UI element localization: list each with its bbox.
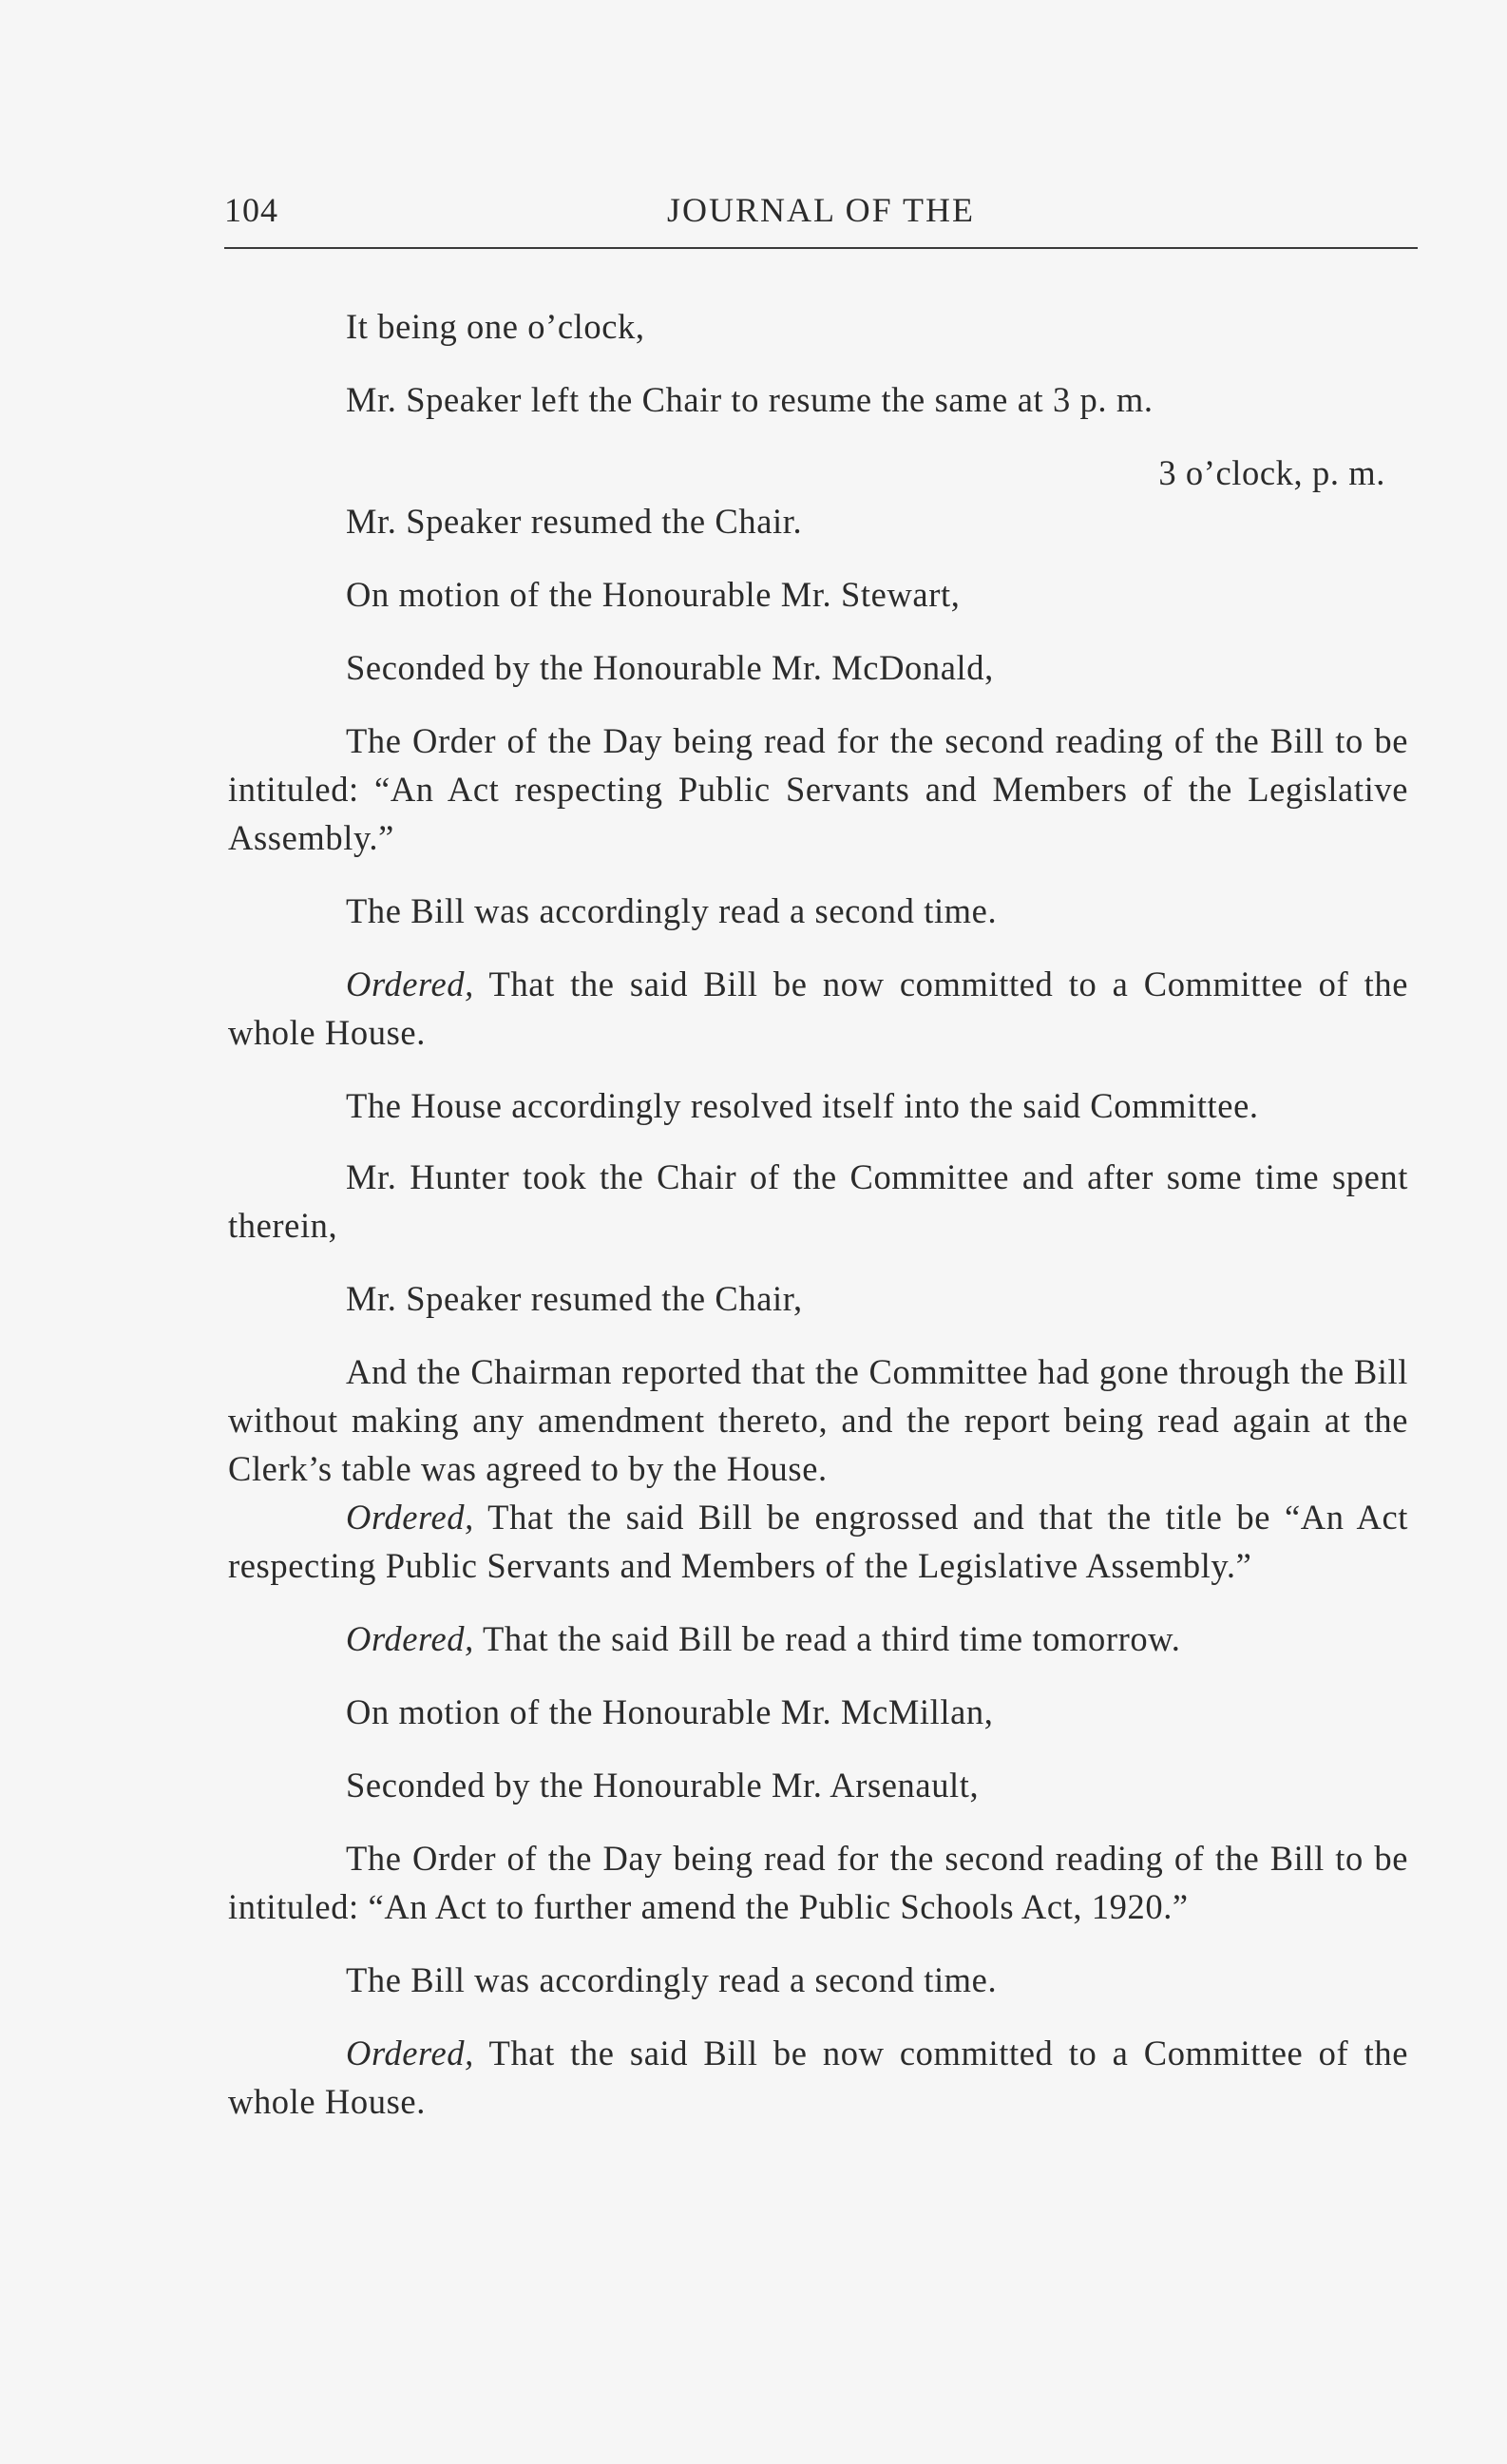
ordered-label: Ordered, <box>346 1498 474 1537</box>
paragraph-speaker-resumed: Mr. Speaker resumed the Chair. <box>346 502 803 541</box>
paragraph-ordered-third-reading <box>228 1614 1408 1663</box>
paragraph-text: That the said Bill be now committed to a Committee of the whole House. <box>228 2034 1408 2121</box>
paragraph-seconded-mcdonald: Seconded by the Honourable Mr. McDonald, <box>346 648 994 687</box>
paragraph-chairman-reported: And the Chairman reported that the Committee had gone through the Bill without making any amendment thereto, and the report being read again at the Clerk’s table was agreed to by the House. <box>228 1352 1408 1488</box>
running-head: JOURNAL OF THE <box>666 191 975 229</box>
journal-body <box>228 302 1408 2126</box>
paragraph-ordered-engrossed <box>228 1493 1408 1590</box>
paragraph-order-of-day-1: The Order of the Day being read for the second reading of the Bill to be intituled: “An Act respecting Public Servants and Members of the Legislative Assembly.” <box>228 721 1408 857</box>
paragraph-hunter-chair: Mr. Hunter took the Chair of the Committee and after some time spent therein, <box>228 1157 1408 1245</box>
paragraph-text: That the said Bill be read a third time tomorrow. <box>473 1619 1181 1658</box>
paragraph-order-of-day-2: The Order of the Day being read for the second reading of the Bill to be intituled: “An Act to further amend the Public Schools Act, 1920.” <box>228 1839 1408 1926</box>
paragraph-speaker-resumed-2: Mr. Speaker resumed the Chair, <box>346 1279 803 1318</box>
ordered-label: Ordered, <box>346 1619 474 1658</box>
paragraph-seconded-arsenault: Seconded by the Honourable Mr. Arsenault, <box>346 1766 980 1805</box>
paragraph-ordered-committed-1 <box>228 960 1408 1057</box>
paragraph-speaker-left: Mr. Speaker left the Chair to resume the same at 3 p. m. <box>346 380 1154 419</box>
paragraph-second-reading-2: The Bill was accordingly read a second time. <box>346 1960 998 1999</box>
paragraph-second-reading-1: The Bill was accordingly read a second time. <box>346 891 998 930</box>
page-number: 104 <box>224 191 278 229</box>
time-stamp: 3 o’clock, p. m. <box>1158 453 1385 492</box>
ordered-label: Ordered, <box>346 2034 474 2072</box>
page-header <box>224 190 1418 249</box>
paragraph-clock: It being one o’clock, <box>346 307 645 346</box>
paragraph-text: That the said Bill be now committed to a Committee of the whole House. <box>228 965 1408 1052</box>
paragraph-ordered-committed-2 <box>228 2029 1408 2126</box>
paragraph-motion-stewart: On motion of the Honourable Mr. Stewart, <box>346 575 961 614</box>
ordered-label: Ordered, <box>346 965 474 1003</box>
paragraph-house-resolved: The House accordingly resolved itself into the said Committee. <box>346 1086 1259 1125</box>
paragraph-motion-mcmillan: On motion of the Honourable Mr. McMillan, <box>346 1692 994 1731</box>
paragraph-text: That the said Bill be engrossed and that the title be “An Act respecting Public Servants and Members of the Legislative Assembly.” <box>228 1498 1408 1585</box>
